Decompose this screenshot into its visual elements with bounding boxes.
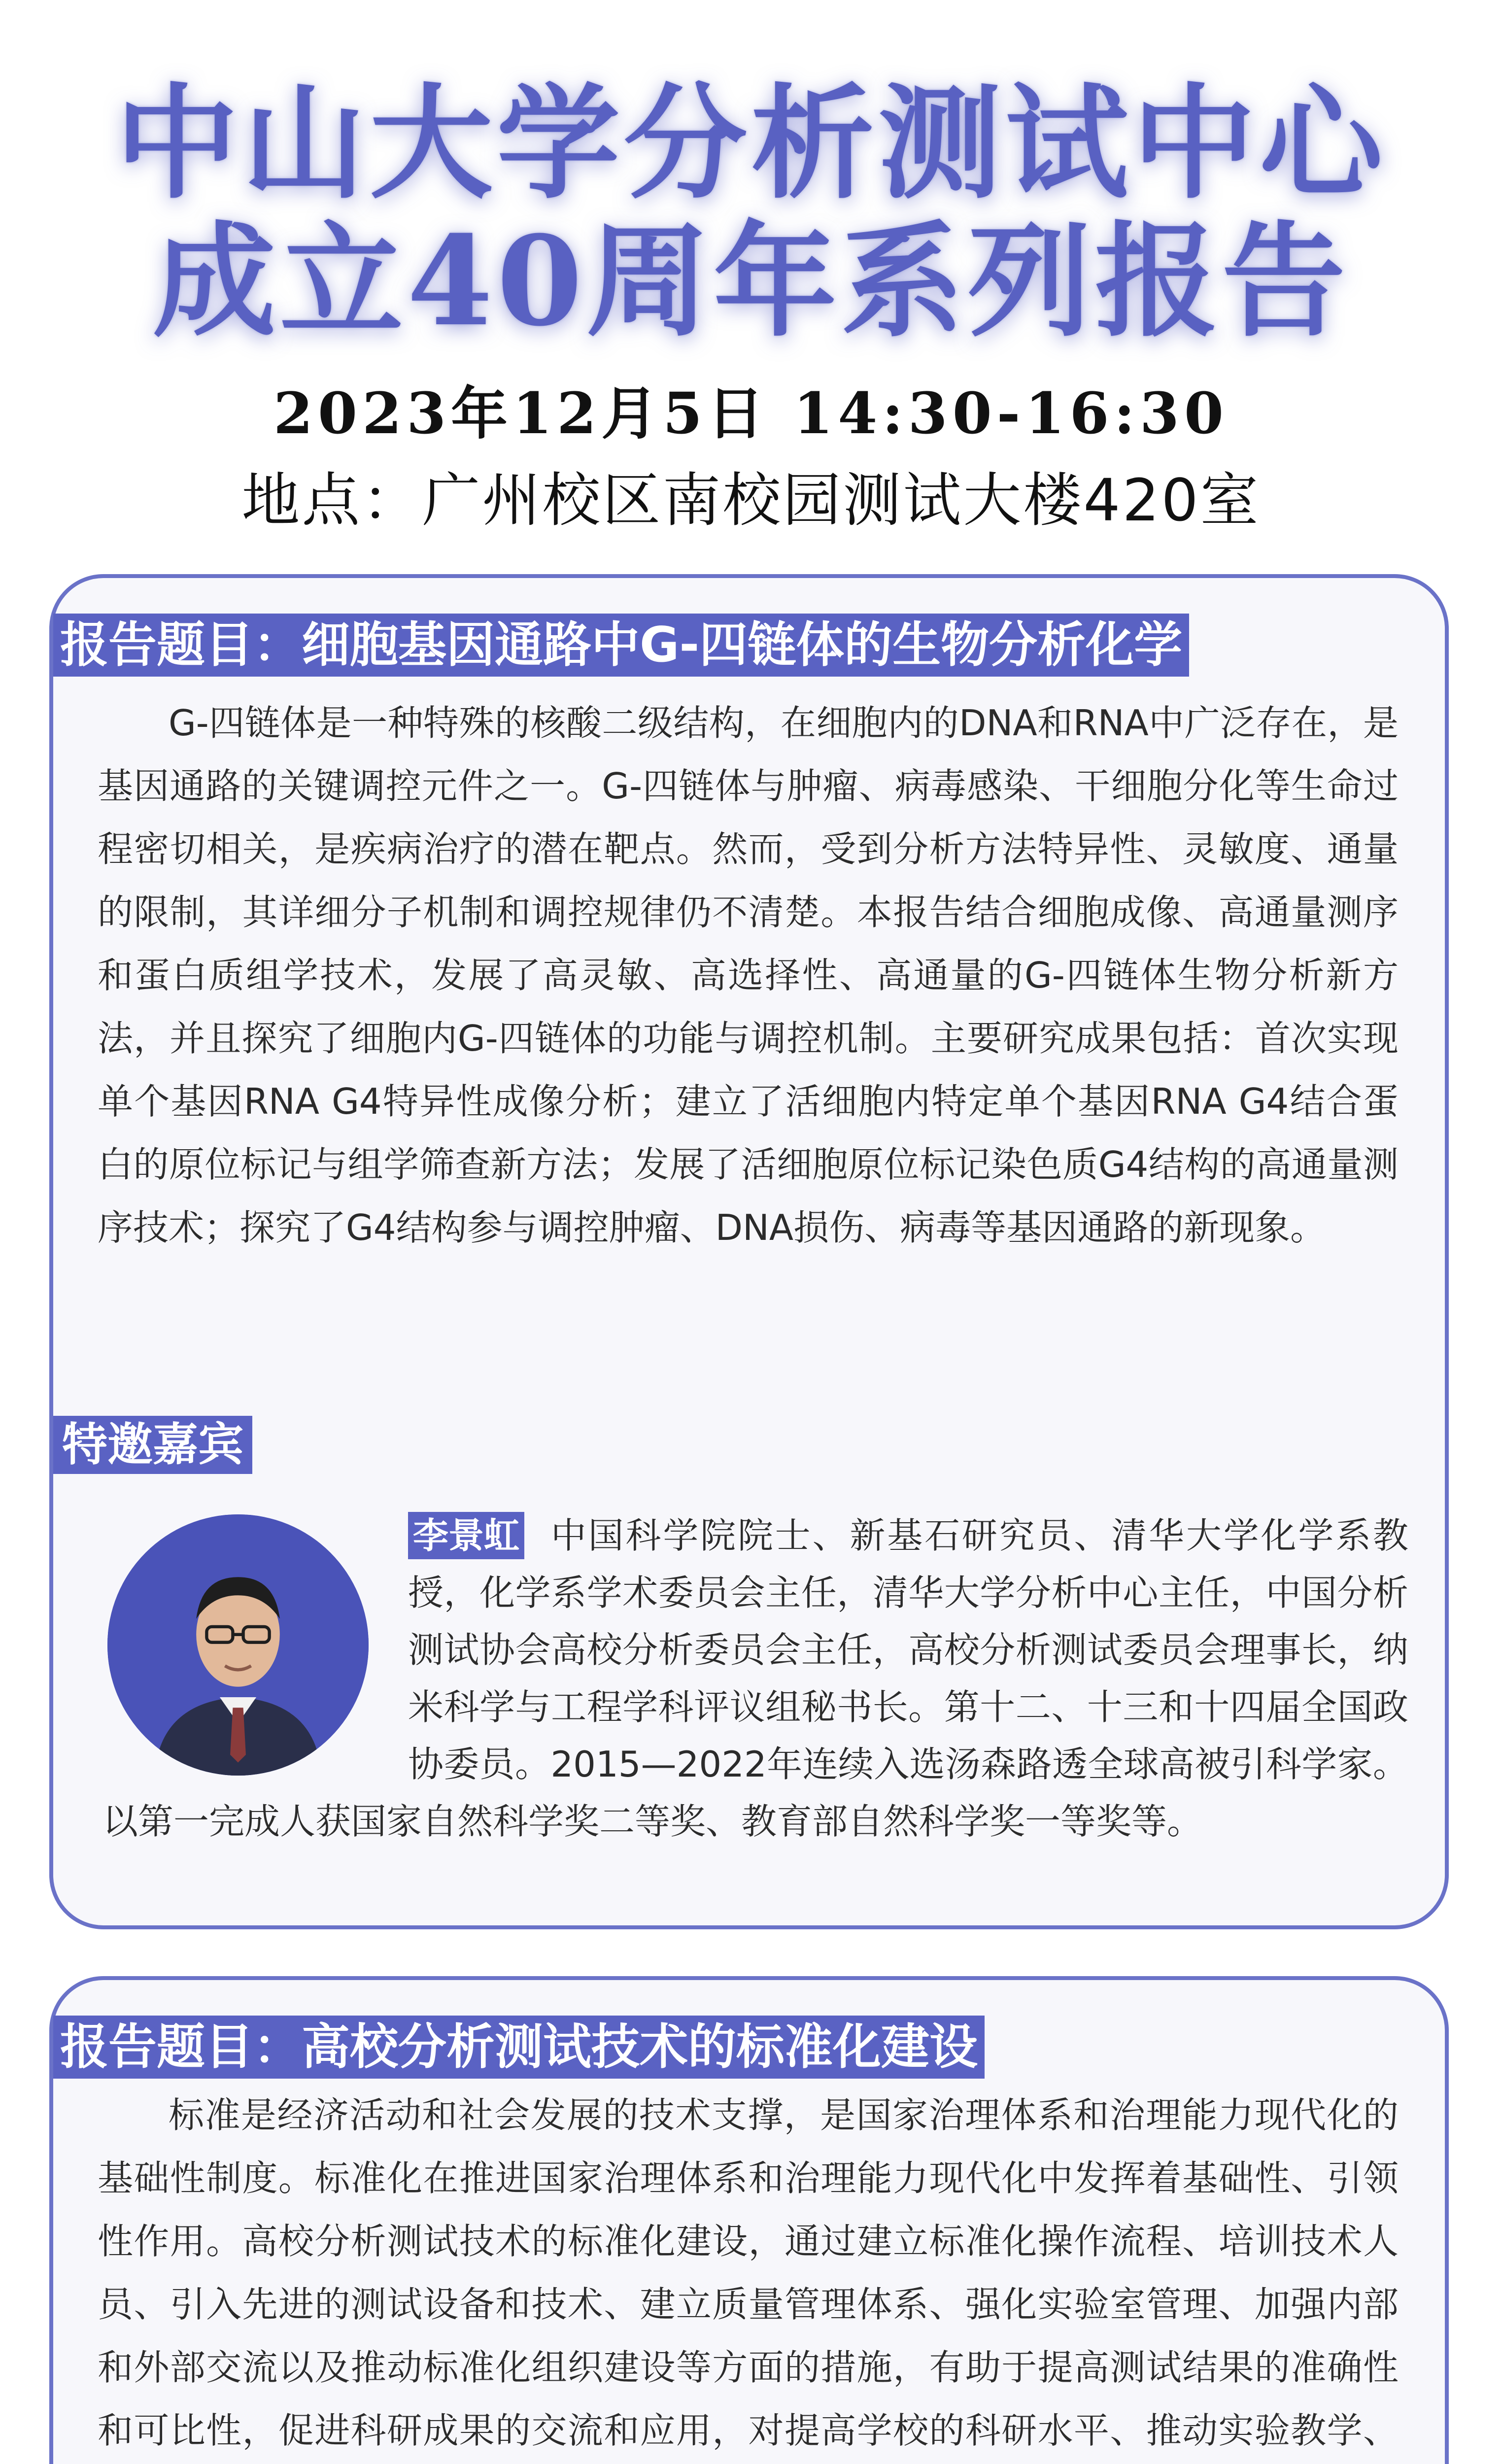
report-abstract: G-四链体是一种特殊的核酸二级结构，在细胞内的DNA和RNA中广泛存在，是基因通路的关键调控元件之一。G-四链体与肿瘤、病毒感染、干细胞分化等生命过程密切相关，是疾病治疗的潜在靶点。然而，受到分析方法特异性、灵敏度、通量的限制，其详细分子机制和调控规律仍不清楚。本报告结合细胞成像、高通量测序和蛋白质组学技术，发展了高灵敏、高选择性、高通量的G-四链体生物分析新方法，并且探究了细胞内G-四链体的功能与调控机制。主要研究成果包括：首次实现单个基因RNA G4特异性成像分析；建立了活细胞内特定单个基因RNA G4结合蛋白的原位标记与组学筛查新方法；发展了活细胞原位标记染色质G4结构的高通量测序技术；探究了G4结构参与调控肿瘤、DNA损伤、病毒等基因通路的新现象。 bbox=[98, 702, 1399, 1248]
report-card-2 bbox=[49, 1976, 1449, 2464]
event-location: 地点：广州校区南校园测试大楼420室 bbox=[241, 466, 1261, 534]
report-title: 报告题目：细胞基因通路中G-四链体的生物分析化学 bbox=[53, 614, 1189, 677]
report-abstract: 标准是经济活动和社会发展的技术支撑，是国家治理体系和治理能力现代化的基础性制度。标准化在推进国家治理体系和治理能力现代化中发挥着基础性、引领性作用。高校分析测试技术的标准化建设，通过建立标准化操作流程、培训技术人员、引入先进的测试设备和技术、建立质量管理体系、强化实验室管理、加强内部和外部交流以及推动标准化组织建设等方面的措施，有助于提高测试结果的准确性和可比性，促进科研成果的交流和应用，对提高学校的科研水平、推动实验教学、 bbox=[98, 2094, 1399, 2451]
page-title-line-1: 中山大学分析测试中心 bbox=[115, 70, 1387, 215]
guest-heading: 特邀嘉宾 bbox=[53, 1416, 252, 1474]
guest-name: 李景虹 bbox=[408, 1512, 524, 1559]
page-title-line-2: 成立40周年系列报告 bbox=[153, 208, 1349, 353]
guest-bio bbox=[102, 1507, 1408, 1850]
report-title: 报告题目：高校分析测试技术的标准化建设 bbox=[53, 2016, 985, 2079]
guest-bio-text: 中国科学院院士、新基石研究员、清华大学化学系教授，化学系学术委员会主任，清华大学分析中心主任，中国分析测试协会高校分析委员会主任，高校分析测试委员会理事长，纳米科学与工程学科评议组秘书长。第十二、十三和十四届全国政协委员。2015—2022年连续入选汤森路透全球高被引科学家。以第一完成人获国家自然科学奖二等奖、教育部自然科学奖一等奖等。 bbox=[102, 1515, 1408, 1842]
event-date-time: 2023年12月5日 14:30-16:30 bbox=[273, 380, 1229, 447]
report-card-1 bbox=[49, 574, 1449, 1929]
